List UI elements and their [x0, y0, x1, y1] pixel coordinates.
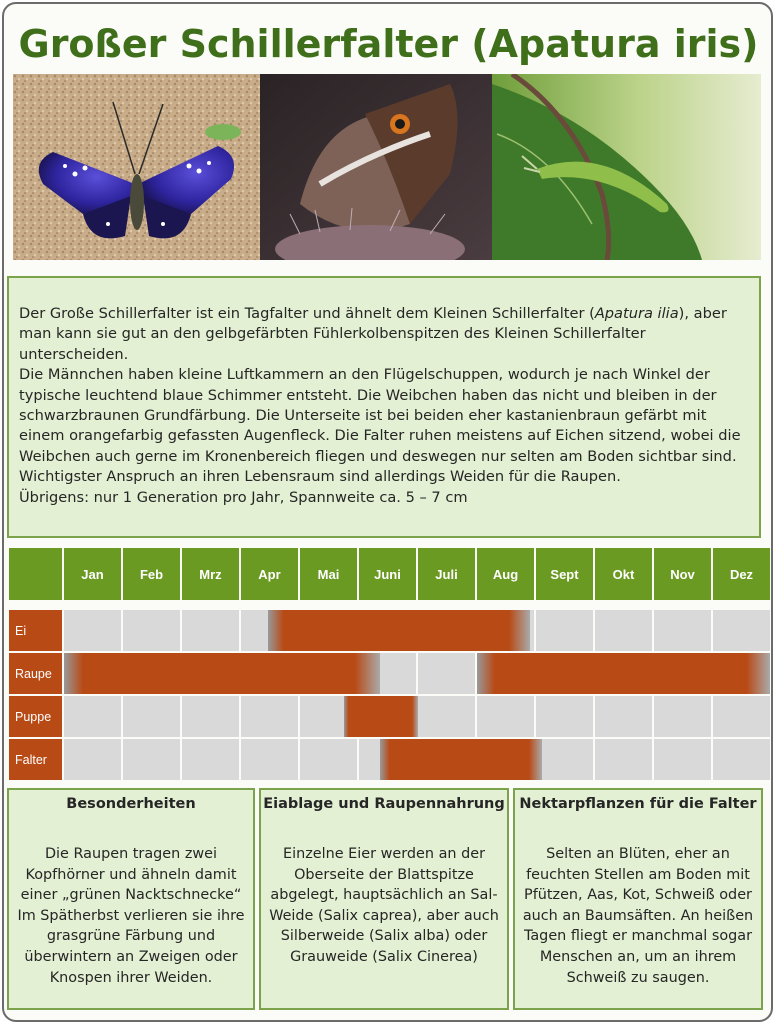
month-cell	[418, 696, 475, 737]
info-box-heading: Nektarpflanzen für die Falter	[519, 796, 757, 812]
info-box-heading: Eiablage und Raupennahrung	[263, 796, 505, 812]
month-header: Apr	[241, 548, 298, 600]
calendar-row	[9, 610, 770, 651]
month-cell	[182, 739, 239, 780]
month-cell	[182, 696, 239, 737]
butterfly-underside-photo	[260, 74, 492, 260]
month-cell	[123, 739, 180, 780]
info-box-text: Einzelne Eier werden an der Oberseite der Blattspitze abgelegt, hauptsächlich an Sal-Weide (Salix caprea), aber auch Silberweide (Salix alba) oder Grauweide (Salix Cinerea)	[269, 846, 499, 965]
info-box-nectar-plants	[513, 788, 763, 1010]
calendar-row	[9, 653, 770, 694]
stage-timeline	[64, 739, 770, 780]
month-cell	[477, 696, 534, 737]
info-box-specials	[7, 788, 255, 1010]
info-box-heading: Besonderheiten	[66, 796, 196, 812]
month-cell	[182, 610, 239, 651]
butterfly-upperside-photo	[13, 74, 260, 260]
page-title: Großer Schillerfalter (Apatura iris)	[18, 22, 759, 66]
month-cell	[123, 696, 180, 737]
month-header: Mrz	[182, 548, 239, 600]
info-box-egg-laying	[259, 788, 509, 1010]
month-cell	[418, 653, 475, 694]
month-header: Mai	[300, 548, 357, 600]
month-header: Jan	[64, 548, 121, 600]
stage-label: Ei	[9, 610, 62, 651]
month-cell	[713, 739, 770, 780]
stage-label: Falter	[9, 739, 62, 780]
stage-period-bar	[477, 653, 770, 694]
calendar-row	[9, 696, 770, 737]
stage-period-bar	[64, 653, 380, 694]
stage-timeline	[64, 696, 770, 737]
month-cell	[536, 610, 593, 651]
intro-paragraph-1	[19, 304, 749, 365]
month-cell	[713, 610, 770, 651]
month-cell	[654, 739, 711, 780]
month-cell	[536, 739, 593, 780]
phenology-calendar	[7, 546, 772, 782]
calendar-header-row	[9, 548, 770, 600]
month-cell	[123, 610, 180, 651]
month-cell	[536, 696, 593, 737]
month-header: Feb	[123, 548, 180, 600]
month-cell	[595, 739, 652, 780]
month-header: Dez	[713, 548, 770, 600]
month-cell	[300, 739, 357, 780]
month-header: Juli	[418, 548, 475, 600]
stage-timeline	[64, 610, 770, 651]
info-box-text: Die Raupen tragen zwei Kopfhörner und ähneln damit einer „grünen Nacktschnecke“ Im Spätherbst verlieren sie ihre grasgrüne Färbung und überwintern an Zweigen oder Knospen ihrer Weiden.	[17, 846, 245, 986]
intro-text: ), aber man kann sie gut an den gelbgefärbten Fühlerkolbenspitzen des Kleinen Schillerfalter unterscheiden.	[19, 305, 727, 363]
calendar-corner	[9, 548, 62, 600]
month-header: Juni	[359, 548, 416, 600]
month-header: Nov	[654, 548, 711, 600]
description-panel	[7, 276, 761, 538]
month-cell	[595, 610, 652, 651]
stage-period-bar	[268, 610, 531, 651]
month-cell	[64, 696, 121, 737]
info-box-text: Selten an Blüten, eher an feuchten Stellen am Boden mit Pfützen, Aas, Kot, Schweiß oder auch an Baumsäften. An heißen Tagen fliegt er manchmal sogar Menschen an, um an ihrem Schweiß zu saugen.	[522, 846, 754, 986]
month-header: Sept	[536, 548, 593, 600]
month-cell	[654, 696, 711, 737]
species-name-italic: Apatura ilia	[594, 305, 679, 322]
month-cell	[595, 696, 652, 737]
month-cell	[64, 610, 121, 651]
stage-period-bar	[380, 739, 542, 780]
month-cell	[64, 739, 121, 780]
photo-strip	[13, 74, 761, 260]
calendar-row	[9, 739, 770, 780]
stage-label: Raupe	[9, 653, 62, 694]
stage-timeline	[64, 653, 770, 694]
info-boxes	[7, 788, 763, 1010]
caterpillar-on-leaf-photo	[492, 74, 761, 260]
month-header: Aug	[477, 548, 534, 600]
stage-period-bar	[344, 696, 418, 737]
stage-label: Puppe	[9, 696, 62, 737]
intro-paragraph-3: Übrigens: nur 1 Generation pro Jahr, Spannweite ca. 5 – 7 cm	[19, 488, 468, 506]
month-cell	[241, 739, 298, 780]
month-cell	[713, 696, 770, 737]
month-cell	[241, 696, 298, 737]
intro-paragraph-2: Die Männchen haben kleine Luftkammern an den Flügelschuppen, wodurch je nach Winkel der typische leuchtend blaue Schimmer entsteht. Die Weibchen haben das nicht und bleiben in der schwarzbraunen Grundfärbung. Die Unterseite ist bei beiden eher kastanienbraun gefärbt mit einem orangefarbig gefassten Augenfleck. Die Falter ruhen meistens auf Eichen sitzend, wobei die Weibchen auch gerne im Kronenbereich fliegen und deswegen nur selten am Boden sichtbar sind. Wichtigster Anspruch an ihren Lebensraum sind allerdings Weiden für die Raupen.	[19, 366, 741, 486]
intro-text: Der Große Schillerfalter ist ein Tagfalter und ähnelt dem Kleinen Schillerfalter (	[19, 305, 595, 322]
month-header: Okt	[595, 548, 652, 600]
month-cell	[654, 610, 711, 651]
